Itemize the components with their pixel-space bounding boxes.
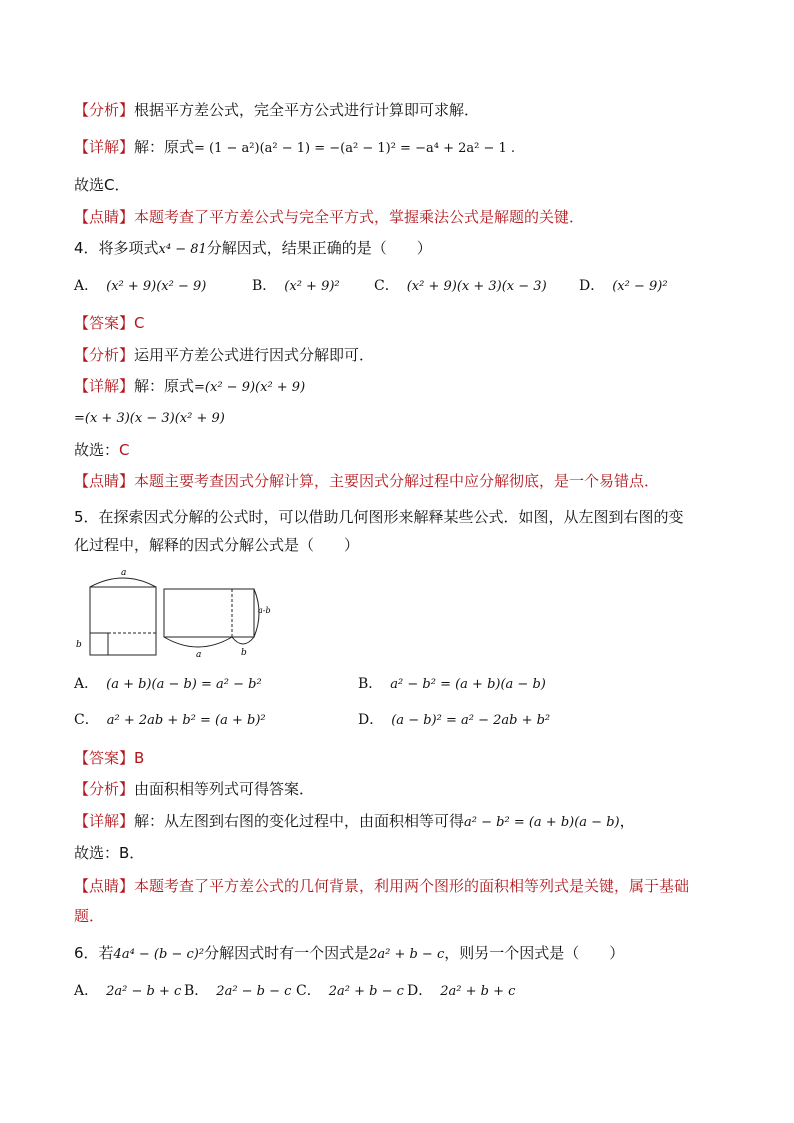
q4-analysis-line — [74, 345, 724, 365]
q6-option-a — [74, 981, 181, 1002]
option-letter: B． — [358, 676, 383, 692]
q4-detail-line — [74, 376, 724, 398]
analysis-text: 运用平方差公式进行因式分解即可． — [134, 346, 375, 364]
left-square — [90, 587, 156, 655]
bottom-brace-b — [232, 637, 254, 644]
answer-tag: 【答案】 — [74, 749, 135, 767]
q4-answer-line — [74, 313, 724, 333]
option-math: 2a² + b + c — [440, 984, 516, 999]
detail-math-2: =(x + 3)(x − 3)(x² + 9) — [74, 411, 225, 426]
detail-math: a² − b² = (a + b)(a − b) — [464, 815, 620, 830]
q4-stem — [74, 238, 724, 260]
label-a-minus-b: a-b — [258, 606, 271, 615]
comment-tag: 【点睛】 — [74, 877, 135, 895]
q6-stem — [74, 943, 724, 965]
label-b-bottom: b — [241, 648, 247, 658]
q5-comment-line — [74, 876, 724, 896]
answer-tag: 【答案】 — [74, 314, 135, 332]
analysis-tag: 【分析】 — [74, 101, 135, 119]
option-math: (x² + 9)(x² − 9) — [106, 279, 207, 294]
option-math: (x² + 9)(x + 3)(x − 3) — [406, 279, 547, 294]
analysis-tag: 【分析】 — [74, 346, 135, 364]
detail-text: 解：从左图到右图的变化过程中，由面积相等可得 — [134, 812, 465, 830]
comment-text: 本题考查了平方差公式的几何背景，利用两个图形的面积相等列式是关键，属于基础 — [134, 877, 690, 895]
comment-tag: 【点睛】 — [74, 472, 135, 490]
option-math: 2a² − b + c — [106, 984, 182, 999]
detail-math: =(x² − 9)(x² + 9) — [194, 380, 306, 395]
q5-analysis-line — [74, 779, 724, 799]
q6-stem-mid: 分解因式时有一个因式是 — [204, 944, 370, 962]
option-letter: C． — [296, 983, 321, 999]
option-letter: D． — [358, 712, 384, 728]
q6-stem-math2: 2a² + b − c — [369, 947, 445, 962]
q5-option-d — [358, 710, 550, 731]
q5-option-a — [74, 674, 262, 695]
choice-text: 故选C． — [74, 176, 130, 194]
label-b-left: b — [76, 640, 82, 650]
q4-stem-suffix: 分解因式，结果正确的是（ ） — [206, 239, 432, 257]
option-letter: B． — [252, 278, 277, 294]
option-letter: D． — [407, 983, 433, 999]
q4-option-d — [579, 276, 668, 297]
option-letter: A． — [74, 983, 99, 999]
option-math: 2a² + b − c — [328, 984, 404, 999]
q5-option-b — [358, 674, 546, 695]
q5-answer-line — [74, 748, 724, 768]
answer-value: B — [134, 749, 145, 767]
q3-comment-line — [74, 207, 724, 227]
option-math: a² − b² = (a + b)(a − b) — [390, 677, 546, 692]
analysis-text: 由面积相等列式可得答案． — [134, 780, 315, 798]
choice-value: C — [119, 441, 130, 459]
q3-choice-line — [74, 175, 724, 195]
option-math: (x² + 9)² — [284, 279, 340, 294]
answer-value: C — [134, 314, 145, 332]
comment-text-2: 题． — [74, 907, 105, 925]
top-brace — [90, 578, 156, 587]
q6-stem-prefix: 6．若 — [74, 944, 114, 962]
small-square — [90, 633, 108, 655]
detail-end: ， — [619, 812, 635, 830]
analysis-text: 根据平方差公式，完全平方公式进行计算即可求解． — [134, 101, 480, 119]
q5-choice-line — [74, 843, 724, 863]
option-math: a² + 2ab + b² = (a + b)² — [106, 713, 266, 728]
q4-choice-line — [74, 440, 724, 460]
option-math: 2a² − b − c — [216, 984, 292, 999]
detail-text: 解：原式 — [134, 138, 195, 156]
option-math: (a − b)² = a² − 2ab + b² — [391, 713, 551, 728]
q3-detail-line — [74, 137, 724, 159]
q4-detail-line2 — [74, 407, 724, 429]
detail-math: = (1 − a²)(a² − 1) = −(a² − 1)² = −a⁴ + 2a² − 1 . — [194, 141, 516, 156]
right-rectangle — [164, 589, 254, 637]
q5-option-c — [74, 710, 266, 731]
label-a-bottom: a — [196, 650, 202, 660]
detail-tag: 【详解】 — [74, 377, 135, 395]
detail-tag: 【详解】 — [74, 812, 135, 830]
q6-option-d — [407, 981, 515, 1002]
q6-option-c — [296, 981, 404, 1002]
q5-stem-line1 — [74, 507, 724, 527]
option-letter: D． — [579, 278, 605, 294]
q4-option-c — [374, 276, 547, 297]
q6-option-b — [184, 981, 291, 1002]
option-letter: C． — [74, 712, 99, 728]
option-math: (a + b)(a − b) = a² − b² — [106, 677, 262, 692]
q5-stem-text: 5．在探索因式分解的公式时，可以借助几何图形来解释某些公式．如图，从左图到右图的变 — [74, 508, 684, 526]
q5-stem-line2 — [74, 535, 724, 555]
comment-text: 本题考查了平方差公式与完全平方式，掌握乘法公式是解题的关键． — [134, 208, 585, 226]
q6-stem-suffix: ，则另一个因式是（ ） — [444, 944, 625, 962]
detail-text: 解：原式 — [134, 377, 195, 395]
q4-comment-line — [74, 471, 724, 491]
q5-geometry-figure — [74, 565, 274, 665]
option-letter: A． — [74, 278, 99, 294]
q4-stem-math: x⁴ − 81 — [158, 242, 207, 257]
option-letter: C． — [374, 278, 399, 294]
q4-stem-prefix: 4．将多项式 — [74, 239, 159, 257]
detail-tag: 【详解】 — [74, 138, 135, 156]
q5-stem-text: 化过程中，解释的因式分解公式是（ ） — [74, 536, 360, 554]
option-letter: B． — [184, 983, 209, 999]
option-letter: A． — [74, 676, 99, 692]
comment-tag: 【点睛】 — [74, 208, 135, 226]
q4-option-a — [74, 276, 206, 297]
option-math: (x² − 9)² — [612, 279, 668, 294]
bottom-brace-a — [164, 637, 232, 647]
q5-detail-line — [74, 811, 724, 833]
q4-option-b — [252, 276, 340, 297]
label-a-top: a — [121, 568, 127, 578]
q6-stem-math: 4a⁴ − (b − c)² — [113, 947, 205, 962]
choice-text: 故选： — [74, 441, 120, 459]
q3-analysis-line — [74, 100, 724, 120]
choice-text: 故选：B． — [74, 844, 145, 862]
comment-text: 本题主要考查因式分解计算，主要因式分解过程中应分解彻底，是一个易错点． — [134, 472, 660, 490]
analysis-tag: 【分析】 — [74, 780, 135, 798]
q5-comment-line2 — [74, 906, 724, 926]
